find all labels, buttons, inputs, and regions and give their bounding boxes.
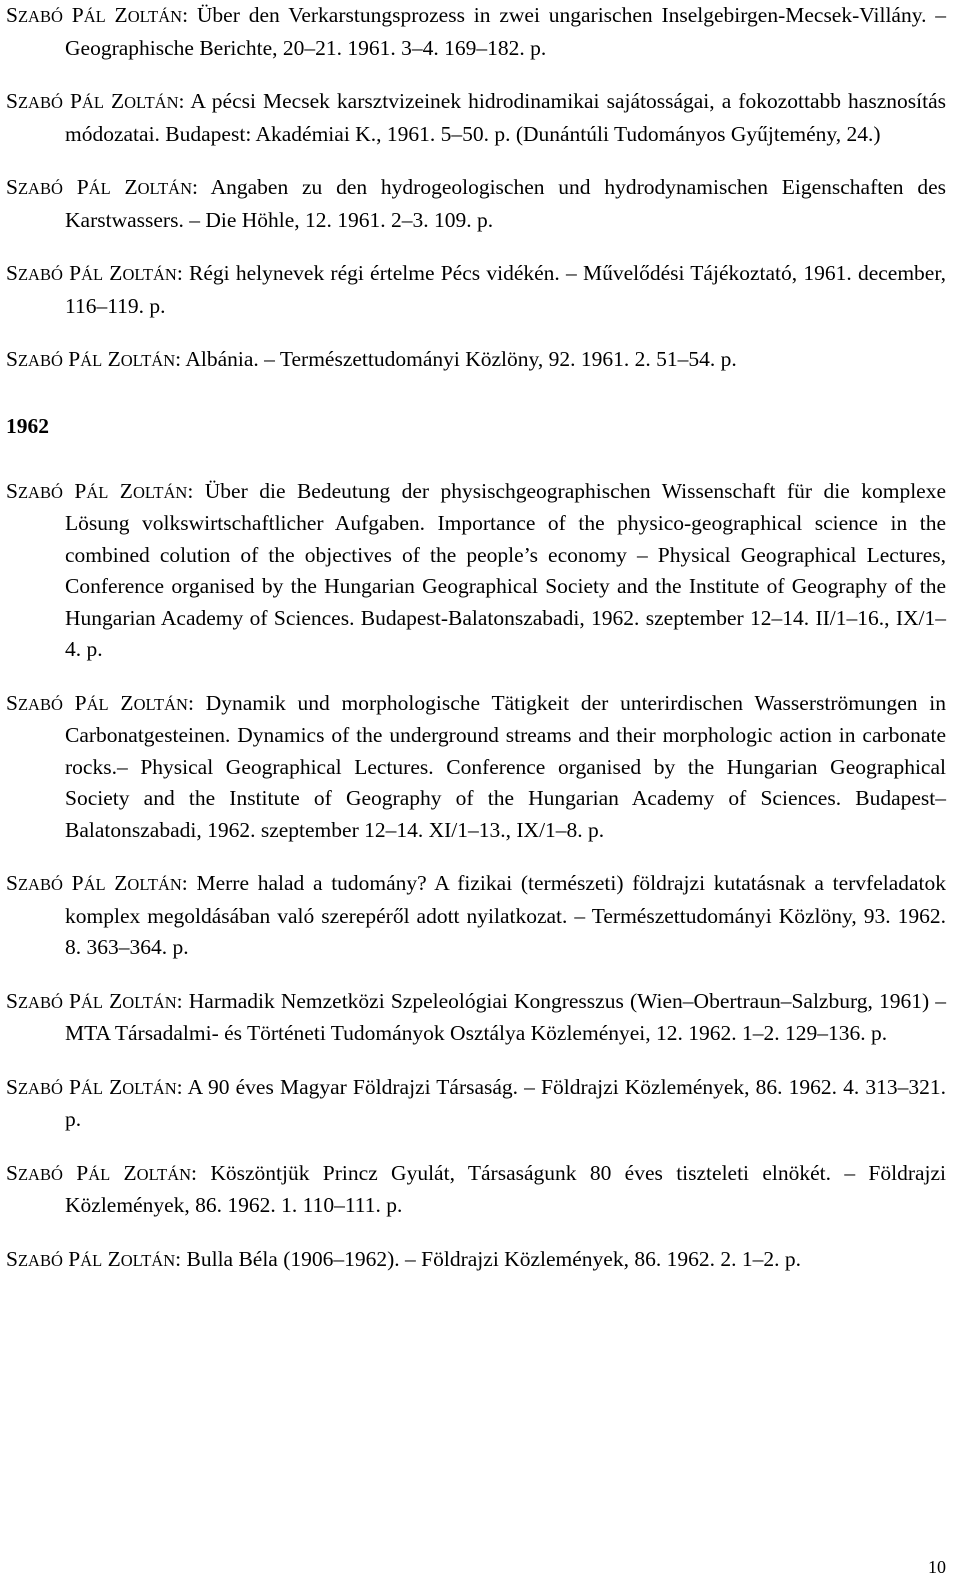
entry-text: Albánia. – Természettudományi Közlöny, 92. 1961. 2. 51–54. p. [185,347,737,371]
entry-author: SZABÓ PÁL ZOLTÁN: [6,89,185,113]
entry-author: SZABÓ PÁL ZOLTÁN: [6,988,183,1013]
bibliography-entry [6,1244,946,1277]
bibliography-entry [6,0,946,64]
bibliography-entry [6,344,946,377]
page-number: 10 [928,1557,946,1577]
entry-author: SZABÓ PÁL ZOLTÁN: [6,175,198,199]
bibliography-entry [6,86,946,150]
entry-text: Köszöntjük Princz Gyulát, Társaságunk 80 éves tiszteleti elnökét. – Földrajzi Közlemények, 86. 1962. 1. 110–111. p. [65,1160,947,1217]
entry-text: Régi helynevek régi értelme Pécs vidékén. – Művelődési Tájékoztató, 1961. december, 116–119. p. [65,261,947,318]
bibliography-entry [6,986,946,1050]
entry-text: Dynamik und morphologische Tätigkeit der unterirdischen Wasserströmungen in Carbonatgesteinen. Dynamics of the underground streams and their morphologic action in carbonate rocks.– Physical Geographical Lectures. Conference organised by the Hungarian Geographical Society and the Institute of Geography of the Hungarian Academy of Sciences. Budapest–Balatonszabadi, 1962. szeptember 12–14. XI/1–13., IX/1–8. p. [65,690,947,842]
bibliography-entry [6,1072,946,1136]
entry-text: Bulla Béla (1906–1962). – Földrajzi Közlemények, 86. 1962. 2. 1–2. p. [186,1246,801,1271]
bibliography-list [6,0,946,1298]
bibliography-entry [6,476,946,666]
entry-author: SZABÓ PÁL ZOLTÁN: [6,1074,183,1099]
bibliography-entry [6,258,946,322]
entry-author: SZABÓ PÁL ZOLTÁN: [6,261,183,285]
entry-author: SZABÓ PÁL ZOLTÁN: [6,1246,182,1271]
entry-author: SZABÓ PÁL ZOLTÁN: [6,690,194,715]
bibliography-entry [6,868,946,964]
entry-text: Über den Verkarstungsprozess in zwei ungarischen Inselgebirgen-Mecsek-Villány. – Geographische Berichte, 20–21. 1961. 3–4. 169–182. p. [65,3,947,60]
entry-author: SZABÓ PÁL ZOLTÁN: [6,3,189,27]
entry-text: Harmadik Nemzetközi Szpeleológiai Kongresszus (Wien–Obertraun–Salzburg, 1961) – MTA Társadalmi- és Történeti Tudományok Osztálya Közleményei, 12. 1962. 1–2. 129–136. p. [65,988,947,1045]
entry-text: A pécsi Mecsek karsztvizeinek hidrodinamikai sajátosságai, a fokozottabb hasznosítás módozatai. Budapest: Akadémiai K., 1961. 5–50. p. (Dunántúli Tudományos Gyűjtemény, 24.) [65,89,946,146]
entry-text: Angaben zu den hydrogeologischen und hydrodynamischen Eigenschaften des Karstwassers. – Die Höhle, 12. 1961. 2–3. 109. p. [65,175,946,232]
bibliography-entry [6,172,946,236]
entry-text: Über die Bedeutung der physischgeographischen Wissenschaft für die komplexe Lösung volkswirtschaftlicher Aufgaben. Importance of the physico-geographical science in the combined colution of the objectives of the people’s economy – Physical Geographical Lectures, Conference organised by the Hungarian Geographical Society and the Institute of Geography of the Hungarian Academy of Sciences. Budapest-Balatonszabadi, 1962. szeptember 12–14. II/1–16., IX/1–4. p. [65,478,947,661]
entry-text: A 90 éves Magyar Földrajzi Társaság. – Földrajzi Közlemények, 86. 1962. 4. 313–321. p. [65,1074,947,1131]
year-heading: 1962 [6,413,49,438]
entry-author: SZABÓ PÁL ZOLTÁN: [6,478,194,503]
bibliography-entry [6,688,946,847]
entry-author: SZABÓ PÁL ZOLTÁN: [6,347,182,371]
entry-text: Merre halad a tudomány? A fizikai (természeti) földrajzi kutatásnak a tervfeladatok komplex megoldásában való szerepéről adott nyilatkozat. – Természettudományi Közlöny, 93. 1962. 8. 363–364. p. [65,871,947,959]
entry-author: SZABÓ PÁL ZOLTÁN: [6,871,188,895]
bibliography-entry [6,1158,946,1222]
entry-author: SZABÓ PÁL ZOLTÁN: [6,1160,198,1185]
